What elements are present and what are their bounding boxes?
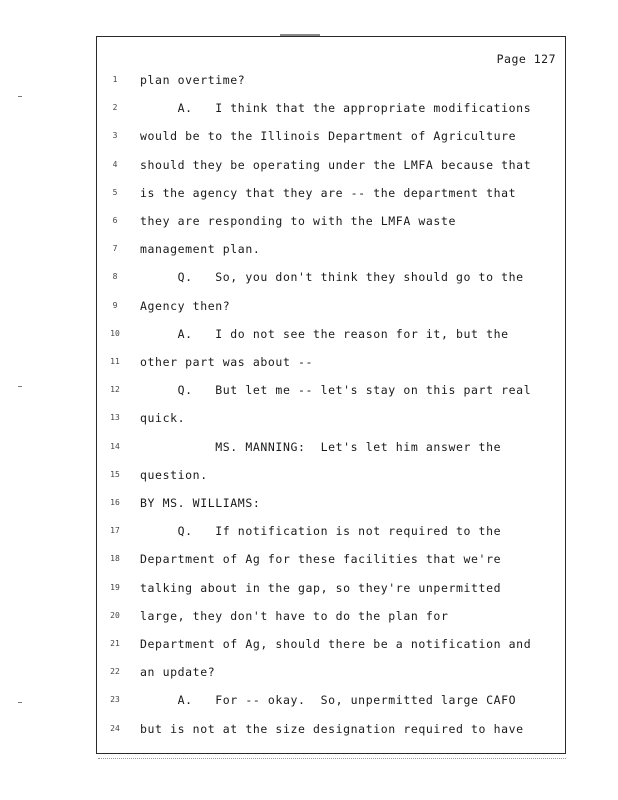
line-text: would be to the Illinois Department of Agriculture <box>140 129 517 144</box>
line-number: 13 <box>110 413 120 423</box>
transcript-line <box>104 324 564 344</box>
line-number: 7 <box>112 244 118 254</box>
line-number: 23 <box>110 695 120 705</box>
transcript-line <box>104 380 564 400</box>
line-text: large, they don't have to do the plan for <box>140 608 449 623</box>
line-number: 14 <box>110 441 120 451</box>
line-text: is the agency that they are -- the department that <box>140 185 517 200</box>
line-text: MS. MANNING: Let's let him answer the <box>140 439 502 454</box>
hole-punch-mark <box>18 96 22 97</box>
line-number: 5 <box>112 187 118 197</box>
line-text: other part was about -- <box>140 355 314 369</box>
line-text: they are responding to with the LMFA waste <box>140 214 456 228</box>
line-text: Department of Ag, should there be a notification and <box>140 637 532 651</box>
transcript-line <box>104 493 564 513</box>
line-text: Q. So, you don't think they should go to the <box>140 270 524 285</box>
line-number: 12 <box>110 385 120 395</box>
transcript-line <box>104 465 564 485</box>
line-number: 21 <box>110 639 120 648</box>
line-number: 3 <box>112 131 118 141</box>
line-number: 17 <box>110 526 120 536</box>
line-text: BY MS. WILLIAMS: <box>140 496 261 510</box>
transcript-line <box>104 578 564 598</box>
transcript-line <box>104 352 564 372</box>
transcript-line <box>104 408 564 428</box>
line-number: 19 <box>110 582 120 592</box>
line-text: Agency then? <box>140 298 231 313</box>
transcript-line <box>104 70 564 90</box>
line-number: 6 <box>112 216 118 225</box>
transcript-line <box>104 437 564 457</box>
line-text: A. I think that the appropriate modifications <box>140 101 532 116</box>
line-number: 18 <box>110 554 120 564</box>
transcript-line <box>104 126 564 146</box>
line-text: plan overtime? <box>140 73 246 87</box>
line-number: 9 <box>112 300 118 310</box>
line-number: 8 <box>112 272 118 282</box>
line-text: talking about in the gap, so they're unpermitted <box>140 580 502 595</box>
line-text: A. I do not see the reason for it, but the <box>140 326 509 341</box>
line-number: 4 <box>112 159 118 169</box>
line-number: 1 <box>112 75 118 84</box>
transcript-line <box>104 267 564 287</box>
line-text: management plan. <box>140 242 261 257</box>
line-text: Q. If notification is not required to the <box>140 524 502 539</box>
line-text: should they be operating under the LMFA because that <box>140 157 532 172</box>
transcript-line <box>104 98 564 118</box>
line-text: A. For -- okay. So, unpermitted large CAFO <box>140 693 517 708</box>
line-text: Department of Ag for these facilities that we're <box>140 552 502 567</box>
line-number: 11 <box>110 357 120 366</box>
line-text: quick. <box>140 411 186 426</box>
line-number: 24 <box>110 723 120 733</box>
line-text: an update? <box>140 665 216 680</box>
transcript-line <box>104 690 564 710</box>
line-text: question. <box>140 467 208 482</box>
transcript-line <box>104 296 564 316</box>
transcript-line <box>104 521 564 541</box>
line-number: 20 <box>110 610 120 620</box>
transcript-line <box>104 155 564 175</box>
line-number: 10 <box>110 328 120 338</box>
transcript-line <box>104 662 564 682</box>
transcript-line <box>104 719 564 739</box>
line-text: Q. But let me -- let's stay on this part real <box>140 383 532 398</box>
page-number: Page 127 <box>496 52 556 66</box>
transcript-line <box>104 239 564 259</box>
line-text: but is not at the size designation required to have <box>140 721 524 736</box>
transcript-line <box>104 183 564 203</box>
transcript-line <box>104 606 564 626</box>
transcript-line <box>104 211 564 231</box>
line-number: 22 <box>110 667 120 677</box>
line-number: 15 <box>110 469 120 479</box>
scan-artifact-bottom <box>98 758 566 760</box>
line-number: 2 <box>112 103 118 113</box>
hole-punch-mark <box>18 702 22 703</box>
transcript-line <box>104 634 564 654</box>
hole-punch-mark <box>18 386 22 387</box>
line-number: 16 <box>110 498 120 507</box>
transcript-line <box>104 549 564 569</box>
